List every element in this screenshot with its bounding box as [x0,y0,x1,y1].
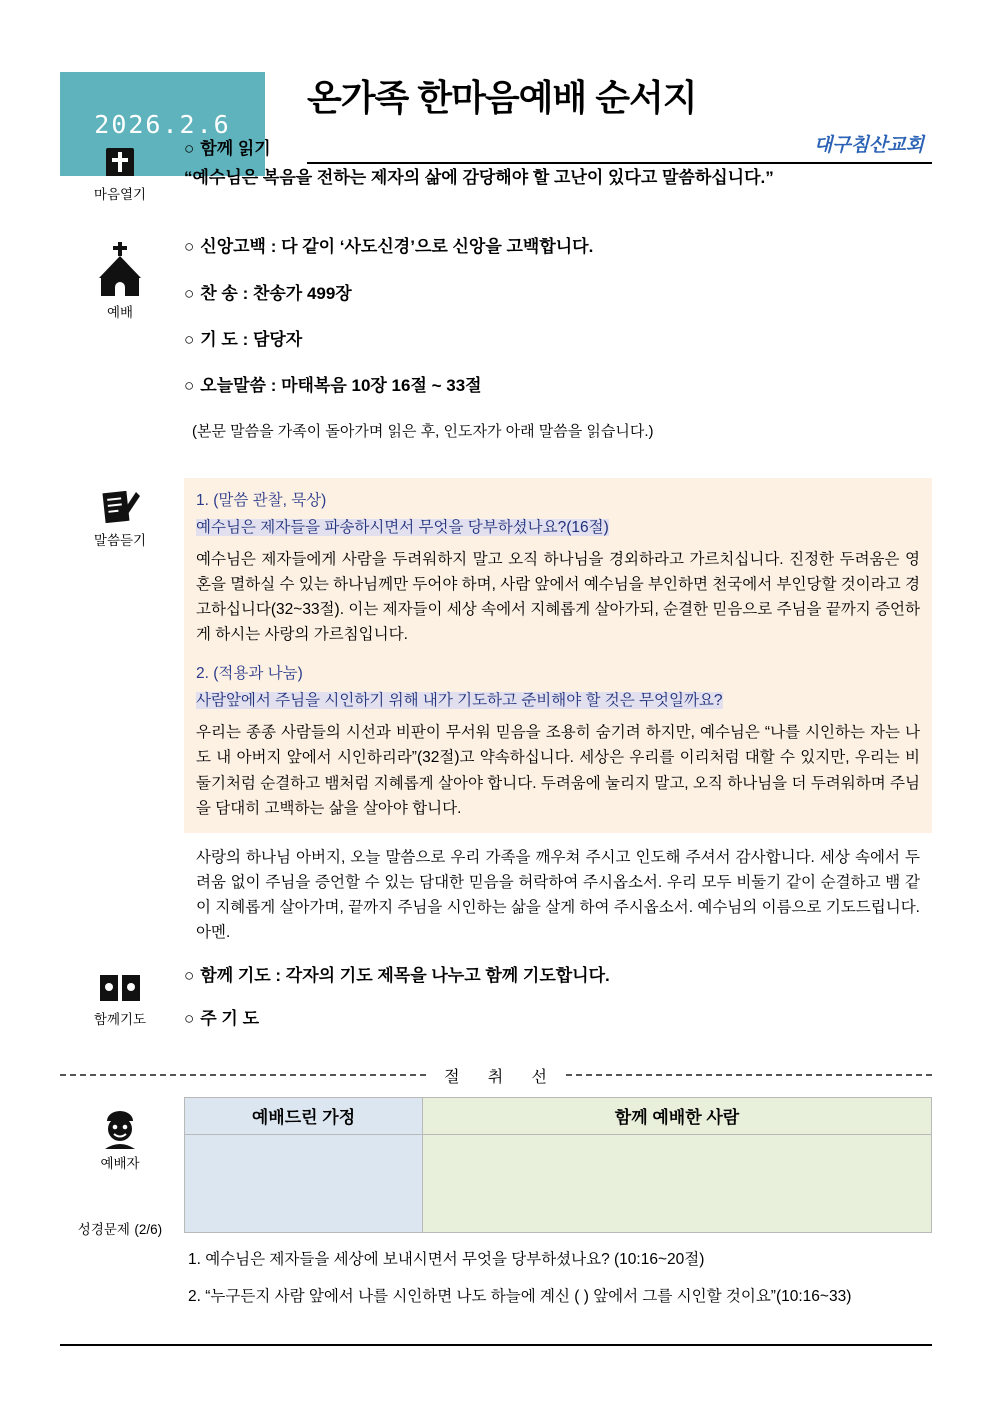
word-block1-body: 예수님은 제자들에게 사람을 두려워하지 말고 오직 하나님을 경외하라고 가르치십니다. 진정한 두려움은 영혼을 멸하실 수 있는 하나님께만 두어야 하며, 사람 앞에서 예수님을 부인하면 천국에서 부인당할 것이라고 경고하십니다(32~33절). 이는 제자들이 세상 속에서 지혜롭게 살아가되, 순결한 믿음으로 주님을 끝까지 증언하게 하시는 사랑의 가르침입니다. [196,550,920,644]
pray-item-lords-prayer: ○ 주 기 도 [184,1008,259,1028]
section-open-heart [60,136,932,204]
section-word-content [180,478,932,946]
cross-bible-icon [60,142,180,182]
section-word [60,478,932,946]
word-shaded-block [184,478,932,833]
pray-item-together-text: 함께 기도 : 각자의 기도 제목을 나누고 함께 기도합니다. [200,966,610,986]
section-worshipper [60,1097,932,1322]
quiz-item-1: 1. 예수님은 제자들을 세상에 보내시면서 무엇을 당부하셨나요? (10:16~20절) [188,1250,705,1268]
cut-line-text: 절 취 선 [444,1068,548,1086]
table-cell-people[interactable] [423,1134,932,1232]
open-item-1: ○ 함께 읽기 [184,139,271,158]
worship-item-prayer: ○ 기 도 : 담당자 [184,329,303,349]
section-open-label: 마음열기 [93,187,147,202]
word-block1-title: 1. (말씀 관찰, 묵상) [196,491,327,509]
section-word-gutter [60,478,180,550]
section-word-label: 말씀듣기 [93,532,147,548]
quiz-list [184,1247,932,1310]
table-row [185,1134,932,1232]
section-worship-gutter [60,234,180,322]
section-pray [60,963,932,1048]
word-closing-prayer: 사랑의 하나님 아버지, 오늘 말씀으로 우리 가족을 깨우쳐 주시고 인도해 주셔서 감사합니다. 세상 속에서 두려움 없이 주님을 증언할 수 있는 담대한 믿음을 허락하여 주시옵소서. 우리 모두 비둘기 같이 순결하고 뱀 같이 지혜롭게 살아가며, 끝까지 주님을 시인하는 삶을 살게 하여 주시옵소서. 예수님의 이름으로 기도드립니다. 아멘. [196,848,920,942]
church-icon [60,240,180,300]
word-block2-body: 우리는 종종 사람들의 시선과 비판이 무서워 믿음을 조용히 숨기려 하지만, 예수님은 “나를 시인하는 자는 나도 내 아버지 앞에서 시인하리라”(32절)고 약속하십니다. 세상은 우리를 이리처럼 대할 수 있지만, 우리는 비둘기처럼 순결하고 뱀처럼 지혜롭게 살아야 합니다. 두려움에 눌리지 말고, 오직 하나님을 더 두려워하며 주님을 담대히 고백하는 삶을 살아야 합니다. [196,724,920,817]
note-pencil-icon [60,484,180,528]
worship-item-scripture: ○ 오늘말씀 : 마태복음 10장 16절 ~ 33절 [184,376,482,396]
section-pray-label: 함께기도 [93,1012,147,1028]
word-block-spacer [196,647,920,661]
cut-line [60,1064,932,1087]
cut-line-left-dashes [60,1074,426,1076]
word-block2-title: 2. (적용과 나눔) [196,665,303,683]
open-book-heart-icon [60,969,180,1007]
page-title: 온가족 한마음예배 순서지 [307,77,697,118]
section-pray-content [180,963,932,1048]
worship-item-hymn: ○ 찬 송 : 찬송가 499장 [184,283,352,303]
section-worship-label: 예배 [106,305,134,321]
worship-note: (본문 말씀을 가족이 돌아가며 읽은 후, 인도자가 아래 말씀을 읽습니다.) [192,422,654,440]
worship-item-hymn-text: 찬 송 : 찬송가 499장 [200,283,352,303]
table-cell-family[interactable] [185,1134,423,1232]
word-block1-question: 예수님은 제자들을 파송하시면서 무엇을 당부하셨나요?(16절) [196,518,609,536]
quiz-label: 성경문제 [77,1222,130,1238]
table-header-people: 함께 예배한 사람 [423,1097,932,1134]
church-name: 대구침산교회 [813,134,924,156]
open-item-1-text: 함께 읽기 [200,139,271,158]
worship-item-confession: ○ 신앙고백 : 다 같이 ‘사도신경’으로 신앙을 고백합니다. [184,237,594,257]
worship-item-scripture-text: 오늘말씀 : 마태복음 10장 16절 ~ 33절 [200,376,482,396]
open-quote: “예수님은 복음을 전하는 제자의 삶에 감당해야 할 고난이 있다고 말씀하십니다.” [184,168,774,188]
section-open-content [180,136,932,192]
person-face-icon [60,1103,180,1151]
date-badge: 2026.2.6 [60,72,265,176]
table-header-family: 예배드린 가정 [185,1097,423,1134]
section-pray-gutter [60,963,180,1029]
section-open-gutter [60,136,180,204]
bottom-rule [60,1344,932,1346]
section-worshipper-content [180,1097,932,1322]
section-worshipper-label: 예배자 [100,1155,140,1171]
attendance-table [184,1097,932,1233]
pray-item-together: ○ 함께 기도 : 각자의 기도 제목을 나누고 함께 기도합니다. [184,966,610,986]
table-header-row [185,1097,932,1134]
section-worshipper-gutter [60,1097,180,1239]
worship-item-prayer-text: 기 도 : 담당자 [200,329,303,349]
pray-item-lords-prayer-text: 주 기 도 [200,1008,259,1028]
section-worship-content [180,234,932,455]
cut-line-right-dashes [566,1074,932,1076]
quiz-label-sub: (2/6) [134,1222,163,1238]
worship-item-confession-text: 신앙고백 : 다 같이 ‘사도신경’으로 신앙을 고백합니다. [200,237,594,257]
section-worship [60,234,932,455]
quiz-item-2: 2. “누구든지 사람 앞에서 나를 시인하면 나도 하늘에 계신 ( ) 앞에서 그를 시인할 것이요”(10:16~33) [188,1288,852,1306]
word-block2-question: 사람앞에서 주님을 시인하기 위해 내가 기도하고 준비해야 할 것은 무엇일까요? [196,692,723,710]
